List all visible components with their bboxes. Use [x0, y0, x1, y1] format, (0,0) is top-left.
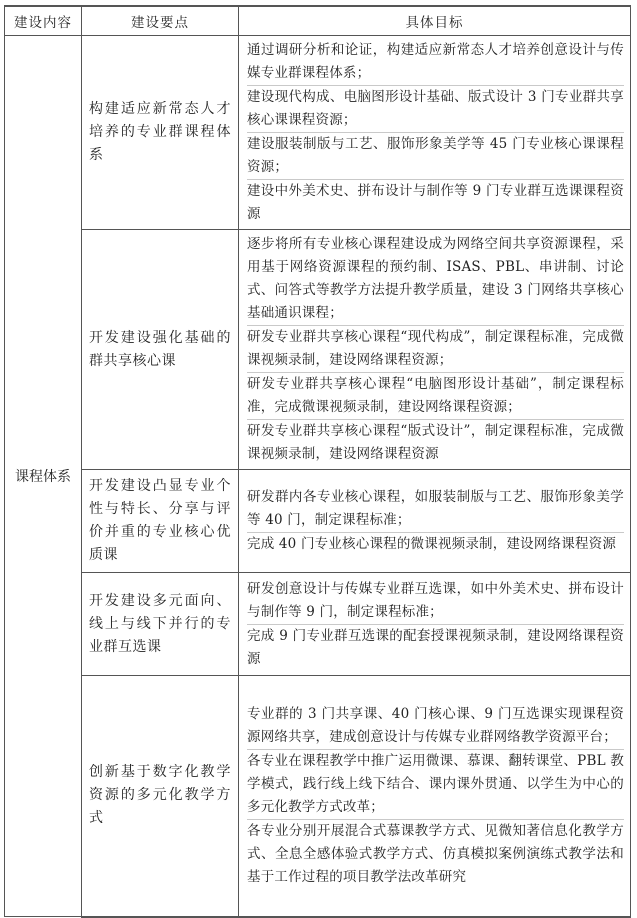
- targets-cell: [239, 470, 631, 573]
- key-point-cell: 开发建设多元面向、线上与线下并行的专业群互选课: [82, 573, 239, 676]
- target-item: 研发专业群共享核心课程“版式设计”，制定课程标准，完成微课视频录制，建设网络课程资源: [247, 419, 624, 466]
- header-key-points: 建设要点: [82, 6, 239, 36]
- target-item: 研发专业群共享核心课程“电脑图形设计基础”，制定课程标准，完成微课视频录制，建设网络课程资源；: [247, 372, 624, 419]
- table-row: [5, 470, 631, 573]
- header-content: 建设内容: [5, 6, 82, 36]
- target-item: 专业群的 3 门共享课、40 门核心课、9 门互选课实现课程资源网络共享，建成创意设计与传媒专业群网络教学资源平台；: [247, 705, 624, 745]
- key-point-cell: 开发建设强化基础的群共享核心课: [82, 230, 239, 470]
- table-row: [5, 573, 631, 676]
- header-specific-goals: 具体目标: [239, 6, 631, 36]
- target-item: 完成 40 门专业核心课程的微课视频录制，建设网络课程资源: [247, 532, 624, 556]
- targets-cell: [239, 573, 631, 676]
- target-item: 通过调研分析和论证，构建适应新常态人才培养创意设计与传媒专业群课程体系；: [247, 42, 624, 81]
- targets-cell: [239, 36, 631, 230]
- target-item: 逐步将所有专业核心课程建设成为网络空间共享资源课程，采用基于网络资源课程的预约制、ISAS、PBL、串讲制、讨论式、问答式等教学方法提升教学质量，建设 3 门网络共享核心基础通识课程；: [247, 236, 624, 321]
- target-item: 完成 9 门专业群互选课的配套授课视频录制，建设网络课程资源: [247, 624, 624, 671]
- key-point-cell: 创新基于数字化教学资源的多元化教学方式: [82, 676, 239, 917]
- table-header-row: [5, 6, 631, 36]
- target-item: 建设现代构成、电脑图形设计基础、版式设计 3 门专业群共享核心课课程资源；: [247, 85, 624, 132]
- target-item: 建设中外美术史、拼布设计与制作等 9 门专业群互选课课程资源: [247, 179, 624, 226]
- targets-cell: [239, 676, 631, 917]
- table-row: [5, 36, 631, 230]
- targets-cell: [239, 230, 631, 470]
- target-item: 研发创意设计与传媒专业群互选课，如中外美术史、拼布设计与制作等 9 门，制定课程标准；: [247, 580, 624, 620]
- category-cell: 课程体系: [5, 36, 82, 917]
- target-item: 建设服装制版与工艺、服饰形象美学等 45 门专业核心课课程资源；: [247, 132, 624, 179]
- key-point-cell: 开发建设凸显专业个性与特长、分享与评价并重的专业核心优质课: [82, 470, 239, 573]
- table-row: [5, 230, 631, 470]
- target-item: 各专业在课程教学中推广运用微课、慕课、翻转课堂、PBL 教学模式，践行线上线下结合、课内课外贯通、以学生为中心的多元化教学方式改革；: [247, 749, 624, 819]
- target-item: 研发专业群共享核心课程“现代构成”，制定课程标准，完成微课视频录制，建设网络课程资源；: [247, 325, 624, 372]
- key-point-cell: 构建适应新常态人才培养的专业群课程体系: [82, 36, 239, 230]
- table-row: [5, 676, 631, 917]
- target-item: 研发群内各专业核心课程，如服装制版与工艺、服饰形象美学等 40 门，制定课程标准；: [247, 489, 624, 528]
- target-item: 各专业分别开展混合式慕课教学方式、见微知著信息化教学方式、全息全感体验式教学方式、仿真模拟案例演练式教学法和基于工作过程的项目教学法改革研究: [247, 819, 624, 889]
- construction-plan-table: [4, 5, 631, 918]
